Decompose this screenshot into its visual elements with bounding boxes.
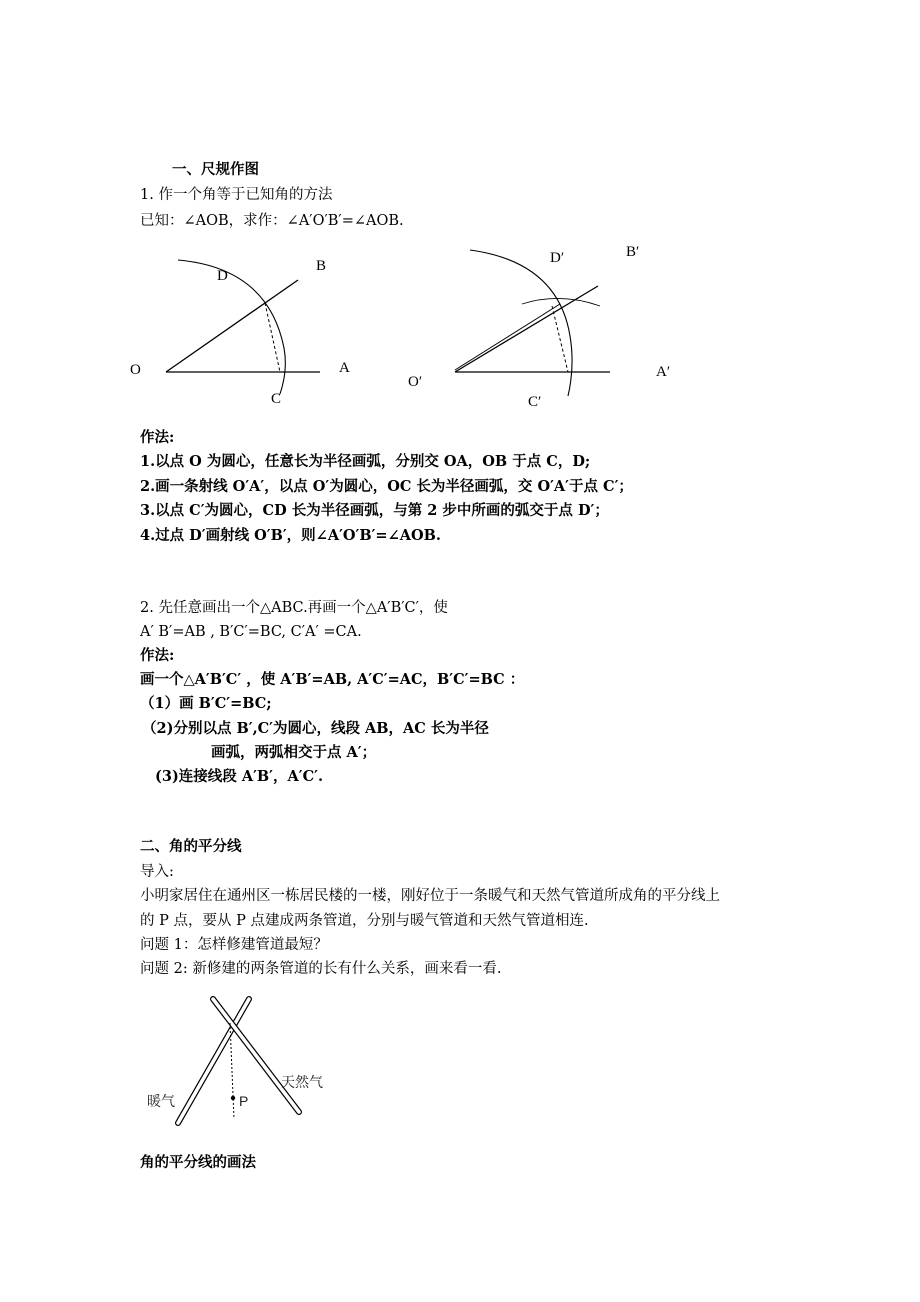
label-d1: D′ xyxy=(550,250,565,266)
ray-o1b1 xyxy=(455,286,598,372)
angle-aob-figure xyxy=(120,248,360,413)
gas-pipe xyxy=(213,999,299,1112)
section2-heading: 二、角的平分线 xyxy=(140,838,242,855)
intro-line2: 的 P 点，要从 P 点建成两条管道，分别与暖气管道和天然气管道相连. xyxy=(140,913,589,929)
angle-a1o1b1-figure xyxy=(400,236,690,416)
method2-step-3: (3)连接线段 A′B′，A′C′. xyxy=(155,768,323,785)
label-gas: 天然气 xyxy=(281,1074,323,1090)
item2-line1: 2. 先任意画出一个△ABC.再画一个△A′B′C′，使 xyxy=(140,600,448,616)
label-c1: C′ xyxy=(528,394,542,410)
given-text: 已知：∠AOB，求作：∠A′O′B′=∠AOB. xyxy=(140,213,404,229)
intro-line1: 小明家居住在通州区一栋居民楼的一楼，刚好位于一条暖气和天然气管道所成角的平分线上 xyxy=(140,888,720,904)
arc-from-c1 xyxy=(522,298,600,306)
step-3: 3.以点 C′为圆心，CD 长为半径画弧，与第 2 步中所画的弧交于点 D′； xyxy=(140,502,609,519)
method2-title: 作法: xyxy=(140,647,175,664)
bisector-method-title: 角的平分线的画法 xyxy=(140,1154,256,1171)
label-d: D xyxy=(217,268,228,284)
dashed-cd xyxy=(265,303,280,372)
arc-c1d1 xyxy=(470,250,572,396)
label-o: O xyxy=(130,362,141,378)
step-1: 1.以点 O 为圆心，任意长为半径画弧，分别交 OA，OB 于点 C，D; xyxy=(140,453,591,470)
label-c: C xyxy=(271,391,282,407)
point-p xyxy=(231,1096,235,1100)
dashed-c1d1 xyxy=(552,306,568,372)
label-p: P xyxy=(239,1093,249,1109)
method2-step-2b: 画弧，两弧相交于点 A′； xyxy=(211,744,377,761)
question-1: 问题 1：怎样修建管道最短？ xyxy=(140,937,328,953)
label-heating: 暖气 xyxy=(147,1093,175,1109)
step-4: 4.过点 D′画射线 O′B′，则∠A′O′B′=∠AOB. xyxy=(140,527,441,544)
item2-line2: A′ B′=AB , B′C′=BC, C′A′ =CA. xyxy=(140,624,362,640)
section1-heading: 一、尺规作图 xyxy=(172,161,259,178)
label-b: B xyxy=(316,258,327,274)
ray-o1b1-double xyxy=(455,304,560,370)
item1-title: 1. 作一个角等于已知角的方法 xyxy=(140,187,333,203)
label-a: A xyxy=(339,360,350,376)
label-a1: A′ xyxy=(656,364,671,380)
method2-intro: 画一个△A′B′C′ ，使 A′B′=AB, A′C′=AC，B′C′=BC ： xyxy=(140,671,525,688)
bisector-line xyxy=(230,1023,234,1119)
step-2: 2.画一条射线 O′A′，以点 O′为圆心，OC 长为半径画弧，交 O′A′于点 C′； xyxy=(140,478,633,495)
intro-label: 导入: xyxy=(140,864,174,880)
question-2: 问题 2: 新修建的两条管道的长有什么关系，画来看一看. xyxy=(140,961,502,977)
label-o1: O′ xyxy=(408,374,423,390)
method2-step-2: （2)分别以点 B′,C′为圆心，线段 AB，AC 长为半径 xyxy=(142,720,489,737)
pipes-figure xyxy=(140,995,360,1135)
method-title: 作法: xyxy=(140,429,175,446)
label-b1: B′ xyxy=(626,244,640,260)
method2-step-1: （1）画 B′C′=BC; xyxy=(140,695,272,712)
